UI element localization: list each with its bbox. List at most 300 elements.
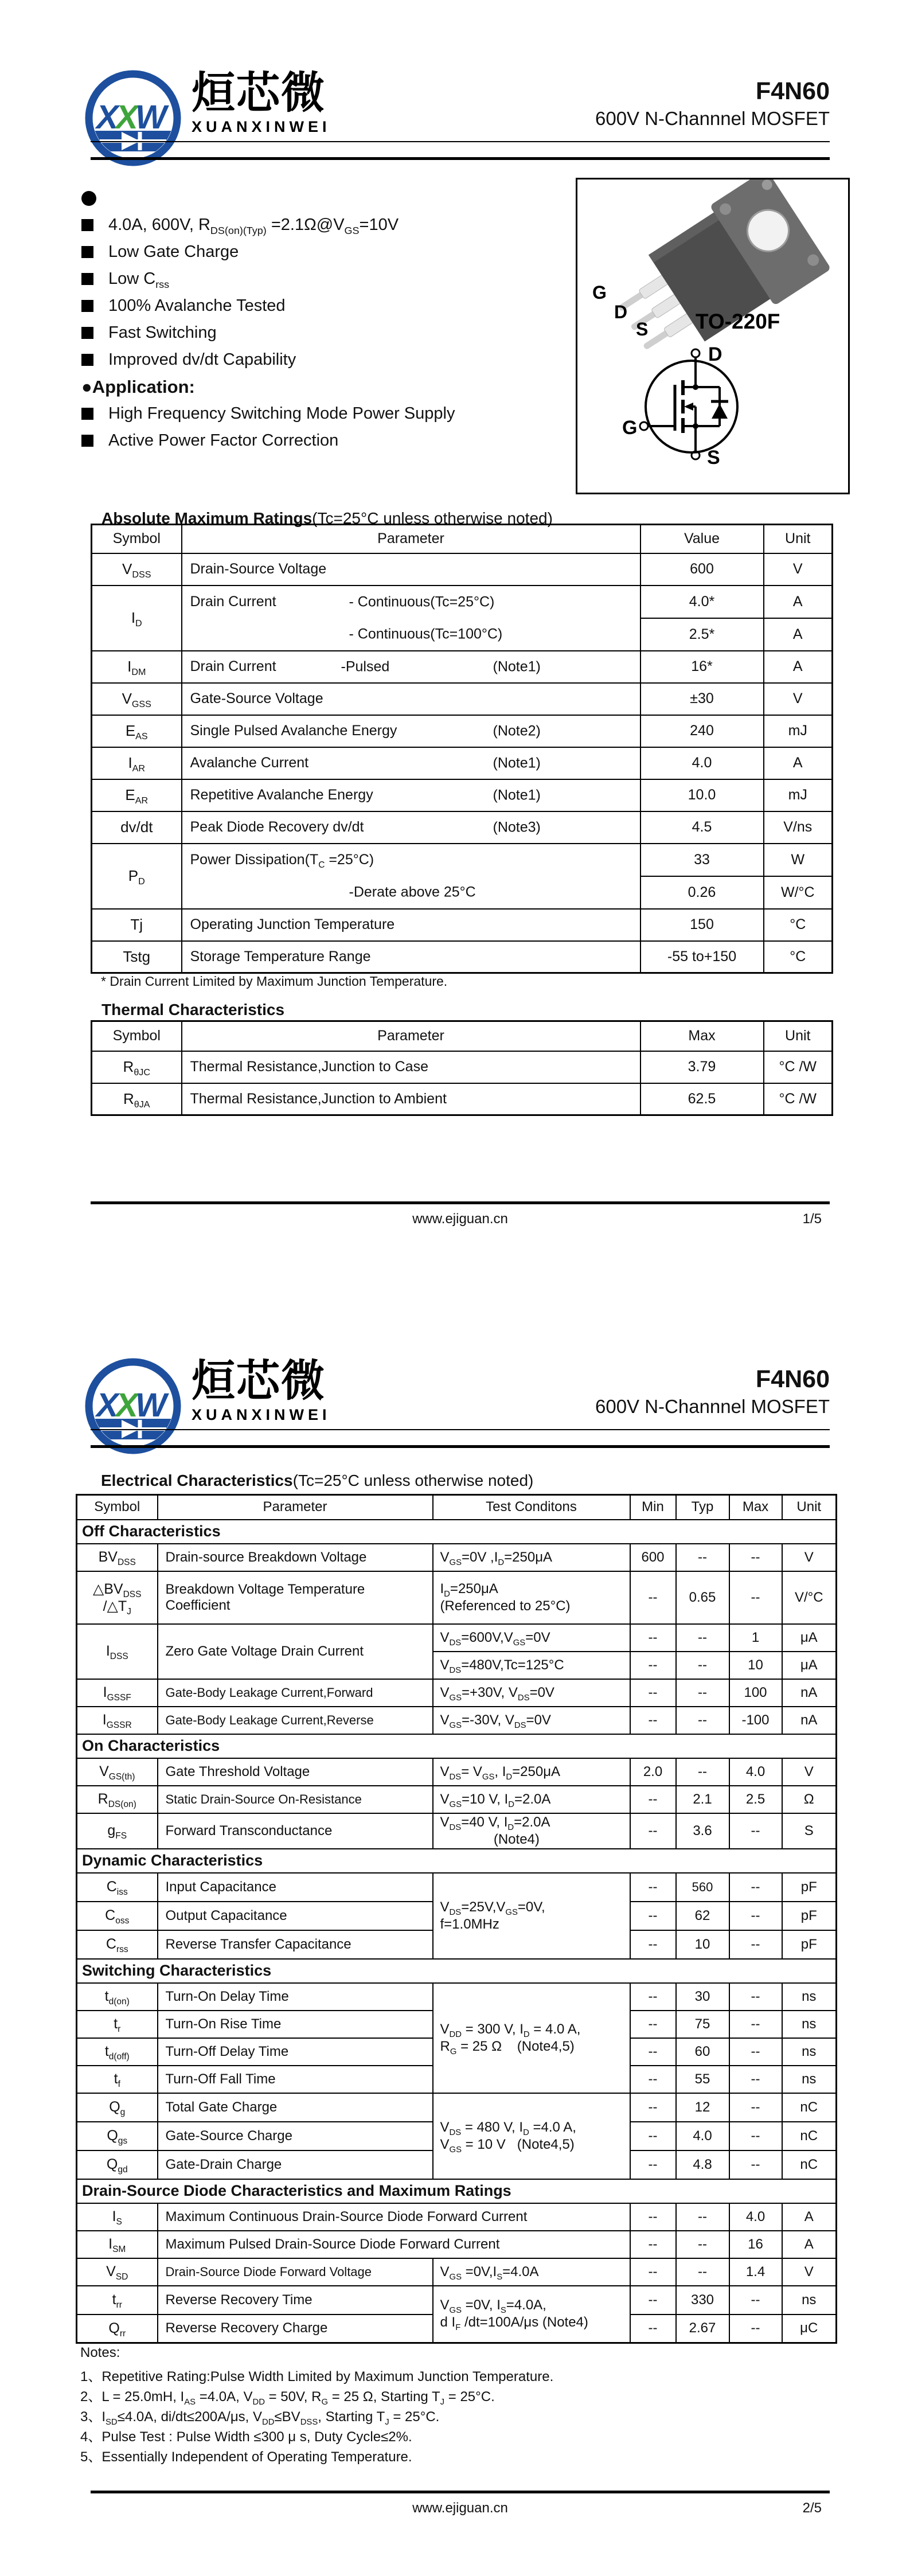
cell-max: 2.5 xyxy=(729,1786,782,1813)
cell-parameter: Gate-Source Charge xyxy=(158,2122,433,2150)
feature-text: Low Gate Charge xyxy=(108,243,239,261)
cell-unit: μA xyxy=(782,1624,837,1652)
cell-max: 1.4 xyxy=(729,2258,782,2286)
list-item xyxy=(81,346,575,373)
table-row xyxy=(77,2231,837,2258)
square-bullet-icon xyxy=(81,246,93,258)
cell-symbol: $I_S$ xyxy=(77,2203,158,2231)
col-header-min: Min xyxy=(630,1495,676,1520)
cell-parameter: Reverse Recovery Charge xyxy=(158,2315,433,2343)
table-row xyxy=(92,651,833,683)
cell-symbol: $I_{GSSR}$ xyxy=(77,1707,158,1734)
section-title: On Characteristics xyxy=(77,1734,837,1758)
table-row xyxy=(92,1083,833,1115)
symbol-label-d: D xyxy=(708,344,722,365)
cell-symbol: $I_{DM}$ xyxy=(92,651,182,683)
table-row xyxy=(92,586,833,618)
cell-unit: μC xyxy=(782,2315,837,2343)
cell-unit: nC xyxy=(782,2093,837,2122)
cell-condition: $V_{DD} = 300$ V, $I_D = 4.0$ A, $R_G = 25$ Ω (Note4,5) xyxy=(433,1983,630,2093)
parameter-text: Drain Current xyxy=(190,658,276,674)
table-row xyxy=(77,1544,837,1571)
cell-min: -- xyxy=(630,1930,676,1959)
table-row xyxy=(77,1813,837,1849)
cell-typ: -- xyxy=(676,2231,729,2258)
cell-unit: S xyxy=(782,1813,837,1849)
package-name: TO-220F xyxy=(696,310,780,333)
col-header-symbol: Symbol xyxy=(92,1021,182,1051)
cell-typ: 3.6 xyxy=(676,1813,729,1849)
brand-name-en: XUANXINWEI xyxy=(192,118,331,135)
table-row xyxy=(77,1758,837,1786)
section-row xyxy=(77,1520,837,1544)
list-item xyxy=(81,266,575,292)
cell-max: -- xyxy=(729,1571,782,1624)
table-row xyxy=(77,2203,837,2231)
cell-typ: 2.1 xyxy=(676,1786,729,1813)
condition-text: -Pulsed xyxy=(341,658,390,674)
heading-bold: Electrical Characteristics xyxy=(101,1472,293,1489)
parameter-text: Avalanche Current xyxy=(190,755,309,771)
cell-max: -- xyxy=(729,1873,782,1902)
note-item: 2、L = 25.0mH, $I_{AS} =4.0A$, $V_{DD} = 50V$, $R_G = 25$ Ω, Starting $T_J = 25^\circ C$. xyxy=(80,2389,495,2407)
brand-text xyxy=(192,1357,331,1424)
cell-typ: 4.0 xyxy=(676,2122,729,2150)
cell-symbol: $t_{rr}$ xyxy=(77,2286,158,2315)
cell-max: -- xyxy=(729,2122,782,2150)
logo-letter-x1: X xyxy=(96,1387,119,1424)
symbol-label-s: S xyxy=(707,447,720,469)
cell-symbol: $t_f$ xyxy=(77,2066,158,2093)
cell-symbol: $C_{oss}$ xyxy=(77,1902,158,1930)
feature-text: 100% Avalanche Tested xyxy=(108,296,286,315)
cell-symbol: $Q_{gs}$ xyxy=(77,2122,158,2150)
table-row xyxy=(92,779,833,811)
col-header-parameter: Parameter xyxy=(158,1495,433,1520)
brand-name-cn: 烜芯微 xyxy=(192,1357,326,1406)
cell-parameter: Forward Transconductance xyxy=(158,1813,433,1849)
list-item xyxy=(81,319,575,346)
heading-cond: (Tc=25°C unless otherwise noted) xyxy=(292,1472,534,1489)
cell-condition: $V_{GS} =0V$, $I_S=4.0A$, d $I_F$ /dt=100A/μs (Note4) xyxy=(433,2286,630,2343)
cell-typ: 2.67 xyxy=(676,2315,729,2343)
cell-unit: nA xyxy=(782,1707,837,1734)
cell-unit: V xyxy=(764,553,833,586)
feature-text: Active Power Factor Correction xyxy=(108,431,339,450)
cell-symbol: $t_{d(on)}$ xyxy=(77,1983,158,2011)
cell-unit: pF xyxy=(782,1902,837,1930)
package-diagram xyxy=(577,179,848,493)
note-item: 3、$I_{SD}\le 4.0A$, di/dt≤200A/μs, $V_{DD}\le BV_{DSS}$, Starting $T_J = 25^\circ C$. xyxy=(80,2409,440,2427)
cell-symbol: $C_{rss}$ xyxy=(77,1930,158,1959)
cell-parameter: Drain-Source Diode Forward Voltage xyxy=(158,2258,433,2286)
brand-name-cn: 烜芯微 xyxy=(192,69,326,118)
cell-value: 4.0 xyxy=(640,747,764,779)
cell-min: -- xyxy=(630,1624,676,1652)
cell-min: -- xyxy=(630,2258,676,2286)
cell-value: 33 xyxy=(640,844,764,876)
cell-typ: 62 xyxy=(676,1902,729,1930)
cell-min: -- xyxy=(630,1902,676,1930)
cell-parameter: Thermal Resistance,Junction to Case xyxy=(182,1051,640,1083)
cell-symbol: Tj xyxy=(92,909,182,941)
cell-max: 10 xyxy=(729,1652,782,1679)
cell-typ: -- xyxy=(676,2203,729,2231)
table-row xyxy=(92,553,833,586)
cell-symbol: $Q_{rr}$ xyxy=(77,2315,158,2343)
col-header-unit: Unit xyxy=(764,1021,833,1051)
parameter-text: Power $Dissipation(T_C =25^\circ C)$ xyxy=(190,852,374,870)
cell-typ: 560 xyxy=(676,1873,729,1902)
footer-rule xyxy=(91,1201,830,1204)
note-ref: (Note3) xyxy=(493,819,541,835)
cell-min: 2.0 xyxy=(630,1758,676,1786)
cell-condition: $V_{GS}=0V$ $,I_D=250\mu A$ xyxy=(433,1544,630,1571)
cell-max: -- xyxy=(729,1902,782,1930)
cell-symbol: $BV_{DSS}$ xyxy=(77,1544,158,1571)
cell-parameter: Maximum Pulsed Drain-Source Diode Forward Current xyxy=(158,2231,630,2258)
cell-value: 3.79 xyxy=(640,1051,764,1083)
cell-min: 600 xyxy=(630,1544,676,1571)
cell-unit: Ω xyxy=(782,1786,837,1813)
cell-parameter xyxy=(182,844,640,909)
cell-min: -- xyxy=(630,2066,676,2093)
cell-condition: $V_{DS}=25V,V_{GS}=0V$, f=1.0MHz xyxy=(433,1873,630,1959)
cell-value: -55 to+150 xyxy=(640,941,764,973)
cell-unit: V/°C xyxy=(782,1571,837,1624)
cell-max: -- xyxy=(729,2150,782,2179)
note-ref: (Note1) xyxy=(493,787,541,803)
cell-parameter: Static Drain-Source On-Resistance xyxy=(158,1786,433,1813)
table-row xyxy=(92,811,833,844)
cell-condition: $V_{DS}=600V,V_{GS}=0V$ xyxy=(433,1624,630,1652)
cell-typ: 10 xyxy=(676,1930,729,1959)
cell-symbol: $V_{SD}$ xyxy=(77,2258,158,2286)
cell-parameter: Gate-Body Leakage Current,Forward xyxy=(158,1679,433,1707)
cell-parameter xyxy=(182,715,640,747)
cell-unit: V xyxy=(782,1758,837,1786)
list-item xyxy=(81,292,575,319)
cell-value: 16* xyxy=(640,651,764,683)
feature-text: 4.0A, 600V, $R_{DS(on)(Typ)}$ $=2.1\Omega@V_{GS}=10V$ xyxy=(108,216,399,236)
list-item xyxy=(81,400,575,427)
part-subtitle: 600V N-Channnel MOSFET xyxy=(595,1396,830,1417)
cell-min: -- xyxy=(630,1813,676,1849)
cell-typ: -- xyxy=(676,1544,729,1571)
cell-parameter: Operating Junction Temperature xyxy=(182,909,640,941)
cell-max: -- xyxy=(729,1813,782,1849)
footer-rule xyxy=(91,2491,830,2493)
cell-condition: $V_{GS}=-30V$, $V_{DS}=0V$ xyxy=(433,1707,630,1734)
title-block xyxy=(595,1365,830,1420)
note-item: 4、Pulse Test : Pulse Width ≤300 μ s, Duty Cycle≤2%. xyxy=(80,2429,412,2445)
cell-max: -- xyxy=(729,1930,782,1959)
table-row xyxy=(92,715,833,747)
col-header-value: Value xyxy=(640,525,764,553)
table-row xyxy=(77,2258,837,2286)
cell-unit: A xyxy=(764,618,833,651)
cell-parameter: Zero Gate Voltage Drain Current xyxy=(158,1624,433,1679)
cell-parameter: Gate-Body Leakage Current,Reverse xyxy=(158,1707,433,1734)
cell-parameter: Reverse Transfer Capacitance xyxy=(158,1930,433,1959)
cell-min: -- xyxy=(630,2315,676,2343)
cell-parameter: Input Capacitance xyxy=(158,1873,433,1902)
cell-max: -- xyxy=(729,2286,782,2315)
note-ref: (Note1) xyxy=(493,658,541,674)
brand-name-en: XUANXINWEI xyxy=(192,1406,331,1423)
cell-unit: W xyxy=(764,844,833,876)
section-title: Dynamic Characteristics xyxy=(77,1849,837,1873)
cell-min: -- xyxy=(630,1571,676,1624)
condition-text: - Continuous(Tc=100°C) xyxy=(349,626,503,642)
cell-unit: A xyxy=(764,586,833,618)
circle-bullet-icon xyxy=(81,191,96,206)
brand-text xyxy=(192,69,331,136)
table-row xyxy=(77,2093,837,2122)
cell-symbol: $P_D$ xyxy=(92,844,182,909)
section-title: Drain-Source Diode Characteristics and Maximum Ratings xyxy=(77,2179,837,2203)
table-row xyxy=(77,1873,837,1902)
parameter-text: Repetitive Avalanche Energy xyxy=(190,787,373,803)
col-header-unit: Unit xyxy=(764,525,833,553)
cell-max: 4.0 xyxy=(729,1758,782,1786)
part-number: F4N60 xyxy=(755,1365,830,1393)
cell-symbol: dv/dt xyxy=(92,811,182,844)
logo-letter-x2: X xyxy=(116,99,138,136)
footer-site: www.ejiguan.cn xyxy=(412,1211,508,1227)
table-footnote: * Drain Current Limited by Maximum Junction Temperature. xyxy=(101,974,448,989)
cell-value: 10.0 xyxy=(640,779,764,811)
cell-symbol: $t_r$ xyxy=(77,2011,158,2038)
cell-max: -- xyxy=(729,2066,782,2093)
heading-bold: Thermal Characteristics xyxy=(101,1001,285,1018)
list-item xyxy=(81,212,575,239)
logo-letter-x2: X xyxy=(116,1387,138,1424)
condition-text: -Derate above 25°C xyxy=(349,884,476,900)
header-rule-thick xyxy=(91,157,830,160)
page-2 xyxy=(0,1288,910,2576)
page-footer xyxy=(91,2500,830,2516)
cell-symbol: $V_{GS(th)}$ xyxy=(77,1758,158,1786)
note-item: 1、Repetitive Rating:Pulse Width Limited by Maximum Junction Temperature. xyxy=(80,2369,554,2384)
cell-parameter: Reverse Recovery Time xyxy=(158,2286,433,2315)
symbol-label-g: G xyxy=(622,417,638,439)
cell-max: 1 xyxy=(729,1624,782,1652)
cell-parameter: Maximum Continuous Drain-Source Diode Forward Current xyxy=(158,2203,630,2231)
cell-parameter: Gate Threshold Voltage xyxy=(158,1758,433,1786)
cell-max: -- xyxy=(729,2093,782,2122)
cell-unit: ns xyxy=(782,2286,837,2315)
cell-typ: -- xyxy=(676,1624,729,1652)
cell-parameter xyxy=(182,651,640,683)
cell-symbol: $Q_{gd}$ xyxy=(77,2150,158,2179)
cell-unit: °C /W xyxy=(764,1083,833,1115)
cell-min: -- xyxy=(630,2011,676,2038)
cell-parameter: Drain-source Breakdown Voltage xyxy=(158,1544,433,1571)
table-row xyxy=(92,909,833,941)
square-bullet-icon xyxy=(81,300,93,312)
feature-text: Low $C_{rss}$ xyxy=(108,270,170,290)
cell-value: 600 xyxy=(640,553,764,586)
cell-value: 62.5 xyxy=(640,1083,764,1115)
section-row xyxy=(77,1734,837,1758)
square-bullet-icon xyxy=(81,273,93,285)
cell-symbol: $I_{DSS}$ xyxy=(77,1624,158,1679)
cell-min: -- xyxy=(630,1707,676,1734)
cell-unit: pF xyxy=(782,1873,837,1902)
cell-symbol: $I_{SM}$ xyxy=(77,2231,158,2258)
cell-parameter: Turn-On Delay Time xyxy=(158,1983,433,2011)
pin-label-s: S xyxy=(636,319,649,339)
features-list xyxy=(81,185,575,454)
cell-max: -- xyxy=(729,1983,782,2011)
table-row xyxy=(77,1571,837,1624)
cell-typ: 30 xyxy=(676,1983,729,2011)
cell-symbol: $I_D$ xyxy=(92,586,182,651)
cell-symbol: $E_{AR}$ xyxy=(92,779,182,811)
col-header-symbol: Symbol xyxy=(92,525,182,553)
cell-max: -- xyxy=(729,2011,782,2038)
cell-unit: °C xyxy=(764,941,833,973)
parameter-text: Drain Current xyxy=(190,594,276,610)
col-header-max: Max xyxy=(640,1021,764,1051)
cell-value: 4.0* xyxy=(640,586,764,618)
col-header-conditions: Test Conditons xyxy=(433,1495,630,1520)
parameter-text: Single Pulsed Avalanche Energy xyxy=(190,723,397,739)
cell-typ: -- xyxy=(676,1652,729,1679)
cell-parameter xyxy=(182,811,640,844)
cell-unit: A xyxy=(764,651,833,683)
cell-unit: A xyxy=(764,747,833,779)
note-ref: (Note1) xyxy=(493,755,541,771)
cell-min: -- xyxy=(630,2038,676,2066)
table-row xyxy=(77,2286,837,2315)
cell-unit: V xyxy=(782,1544,837,1571)
cell-typ: 0.65 xyxy=(676,1571,729,1624)
cell-symbol: $I_{AR}$ xyxy=(92,747,182,779)
feature-text: High Frequency Switching Mode Power Supply xyxy=(108,404,455,423)
cell-min: -- xyxy=(630,1679,676,1707)
heading-bold: Absolute Maximum Ratings xyxy=(101,509,313,527)
logo-letter-w: W xyxy=(135,99,167,136)
cell-value: 2.5* xyxy=(640,618,764,651)
square-bullet-icon xyxy=(81,435,93,447)
feature-text: Fast Switching xyxy=(108,323,217,342)
cell-min: -- xyxy=(630,2203,676,2231)
cell-typ: 12 xyxy=(676,2093,729,2122)
cell-parameter: Turn-Off Fall Time xyxy=(158,2066,433,2093)
cell-symbol: $R_{DS(on)}$ xyxy=(77,1786,158,1813)
cell-unit: ns xyxy=(782,2066,837,2093)
cell-parameter: Turn-On Rise Time xyxy=(158,2011,433,2038)
cell-unit: nC xyxy=(782,2122,837,2150)
cell-max: -- xyxy=(729,2038,782,2066)
cell-min: -- xyxy=(630,2093,676,2122)
cell-parameter: Drain-Source Voltage xyxy=(182,553,640,586)
table-row xyxy=(77,1679,837,1707)
cell-min: -- xyxy=(630,1983,676,2011)
cell-value: 240 xyxy=(640,715,764,747)
part-subtitle: 600V N-Channnel MOSFET xyxy=(595,108,830,129)
cell-unit: V xyxy=(764,683,833,715)
cell-max: -- xyxy=(729,1544,782,1571)
cell-condition: $I_D=250\mu A$ (Referenced to 25°C) xyxy=(433,1571,630,1624)
title-block xyxy=(595,77,830,132)
table-row xyxy=(77,1624,837,1652)
electrical-heading xyxy=(101,1472,533,1490)
cell-unit: ns xyxy=(782,2038,837,2066)
cell-parameter: Total Gate Charge xyxy=(158,2093,433,2122)
list-item xyxy=(81,185,575,212)
header-rule-thin xyxy=(91,141,830,142)
cell-min: -- xyxy=(630,2286,676,2315)
notes-list xyxy=(80,2365,553,2465)
brand-logo xyxy=(84,1357,331,1455)
cell-min: -- xyxy=(630,1786,676,1813)
cell-unit: W/°C xyxy=(764,876,833,909)
feature-text: Improved dv/dt Capability xyxy=(108,350,296,369)
section-row xyxy=(77,2179,837,2203)
cell-unit: pF xyxy=(782,1930,837,1959)
cell-symbol: $\triangle BV_{DSS}$ $/\triangle T_J$ xyxy=(77,1571,158,1624)
cell-min: -- xyxy=(630,2122,676,2150)
cell-parameter xyxy=(182,586,640,651)
cell-unit: V/ns xyxy=(764,811,833,844)
cell-parameter: Gate-Drain Charge xyxy=(158,2150,433,2179)
heading-cond: (Tc=25°C unless otherwise noted) xyxy=(312,509,553,527)
cell-typ: -- xyxy=(676,1758,729,1786)
section-row xyxy=(77,1849,837,1873)
square-bullet-icon xyxy=(81,408,93,420)
table-row xyxy=(77,1707,837,1734)
list-item xyxy=(81,239,575,266)
cell-unit: μA xyxy=(782,1652,837,1679)
table-row xyxy=(92,844,833,876)
cell-max: 16 xyxy=(729,2231,782,2258)
square-bullet-icon xyxy=(81,354,93,366)
condition-text: - Continuous(Tc=25°C) xyxy=(349,594,495,610)
application-heading: ●Application: xyxy=(81,376,195,397)
cell-typ: 55 xyxy=(676,2066,729,2093)
cell-min: -- xyxy=(630,1652,676,1679)
cell-parameter xyxy=(182,779,640,811)
table-header-row xyxy=(92,1021,833,1051)
page-number: 1/5 xyxy=(802,1211,822,1227)
cell-parameter: Gate-Source Voltage xyxy=(182,683,640,715)
logo-letter-x1: X xyxy=(96,99,119,136)
cell-min: -- xyxy=(630,2231,676,2258)
cell-typ: 330 xyxy=(676,2286,729,2315)
cell-symbol: $Q_g$ xyxy=(77,2093,158,2122)
section-row xyxy=(77,1959,837,1983)
col-header-unit: Unit xyxy=(782,1495,837,1520)
cell-parameter: Thermal Resistance,Junction to Ambient xyxy=(182,1083,640,1115)
package-diagram-box xyxy=(576,178,850,494)
table-row xyxy=(92,941,833,973)
cell-unit: mJ xyxy=(764,779,833,811)
col-header-parameter: Parameter xyxy=(182,525,640,553)
cell-value: 150 xyxy=(640,909,764,941)
cell-typ: 60 xyxy=(676,2038,729,2066)
electrical-characteristics-table xyxy=(76,1494,837,2344)
cell-unit: A xyxy=(782,2231,837,2258)
cell-symbol: $V_{DSS}$ xyxy=(92,553,182,586)
pin-label-g: G xyxy=(592,282,607,303)
cell-min: -- xyxy=(630,2150,676,2179)
pin-label-d: D xyxy=(614,302,628,322)
cell-symbol: Tstg xyxy=(92,941,182,973)
cell-unit: ns xyxy=(782,2011,837,2038)
